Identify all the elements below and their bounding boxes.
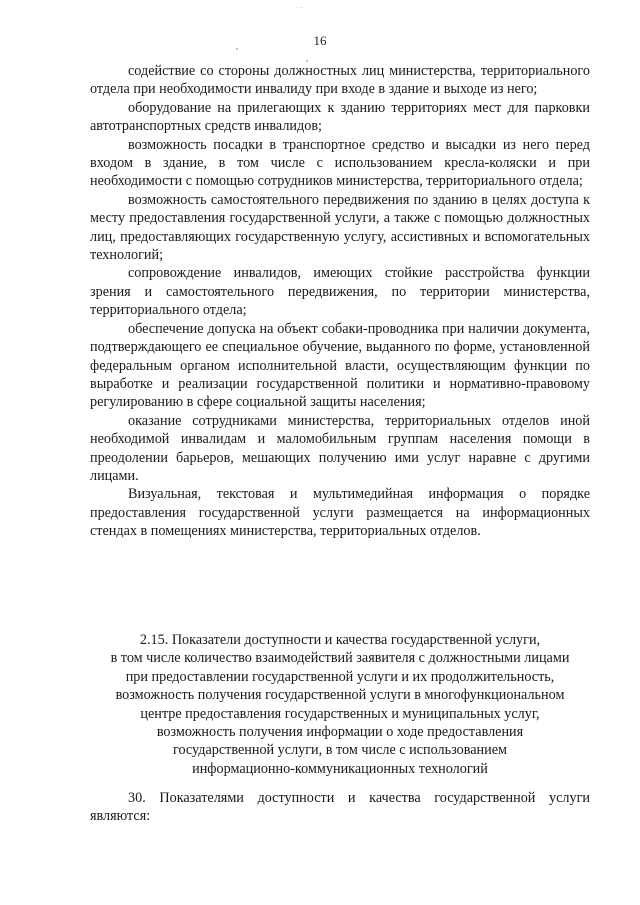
paragraph: сопровождение инвалидов, имеющих стойкие расстройства функции зрения и самостоятельного передвижения, по территории министерства, территориального отдела;: [90, 265, 590, 319]
paragraph: 30. Показателями доступности и качества государственной услуги являются:: [90, 790, 590, 825]
heading-line: информационно-коммуникационных технологий: [192, 760, 488, 777]
heading-line: в том числе количество взаимодействий заявителя с должностными лицами: [110, 650, 570, 667]
paragraph: Визуальная, текстовая и мультимедийная информация о порядке предоставления государственной услуги размещается на информационных стендах в помещениях министерства, территориальных отделов.: [90, 486, 590, 540]
section-heading: [90, 631, 590, 778]
heading-line: государственной услуги, в том числе с использованием: [173, 742, 507, 759]
paragraph: возможность самостоятельного передвижения по зданию в целях доступа к месту предоставления государственной услуги, а также с помощью должностных лиц, предоставляющих государственную услугу, ассистивных и вспомогательных технологий;: [90, 191, 590, 264]
scan-artifact: ...: [296, 4, 304, 10]
paragraph: оказание сотрудниками министерства, территориальных отделов иной необходимой инвалидам и маломобильным группам населения помощи в преодолении барьеров, мешающих получению ими услуг наравне с другими лицами.: [90, 412, 590, 484]
paragraph: возможность посадки в транспортное средство и высадки из него перед входом в здание, в том числе с использованием кресла-коляски и при необходимости с помощью сотрудников министерства, территориального отдела;: [90, 136, 590, 190]
paragraph: обеспечение допуска на объект собаки-проводника при наличии документа, подтверждающего ее специальное обучение, выданного по форме, установленной федеральным органом исполнительной власти, осуществляющим функции по выработке и реализации государственной политики и нормативно-правовому регулированию в сфере социальной защиты населения;: [90, 320, 590, 411]
body-text: [90, 62, 590, 541]
heading-line: при предоставлении государственной услуги и их продолжительность,: [125, 668, 555, 685]
heading-line: возможность получения информации о ходе предоставления: [156, 724, 524, 741]
heading-line: возможность получения государственной услуги в многофункциональном: [115, 687, 565, 704]
closing-text: [90, 789, 590, 826]
page-number: 16: [313, 33, 327, 48]
heading-line: центре предоставления государственных и муниципальных услуг,: [140, 705, 540, 722]
paragraph: содействие со стороны должностных лиц министерства, территориального отдела при необходимости инвалиду при входе в здание и выходе из него;: [90, 63, 590, 98]
paragraph: оборудование на прилегающих к зданию территориях мест для парковки автотранспортных средств инвалидов;: [90, 99, 590, 135]
heading-line: 2.15. Показатели доступности и качества государственной услуги,: [139, 632, 541, 648]
scan-speck: [236, 48, 238, 50]
